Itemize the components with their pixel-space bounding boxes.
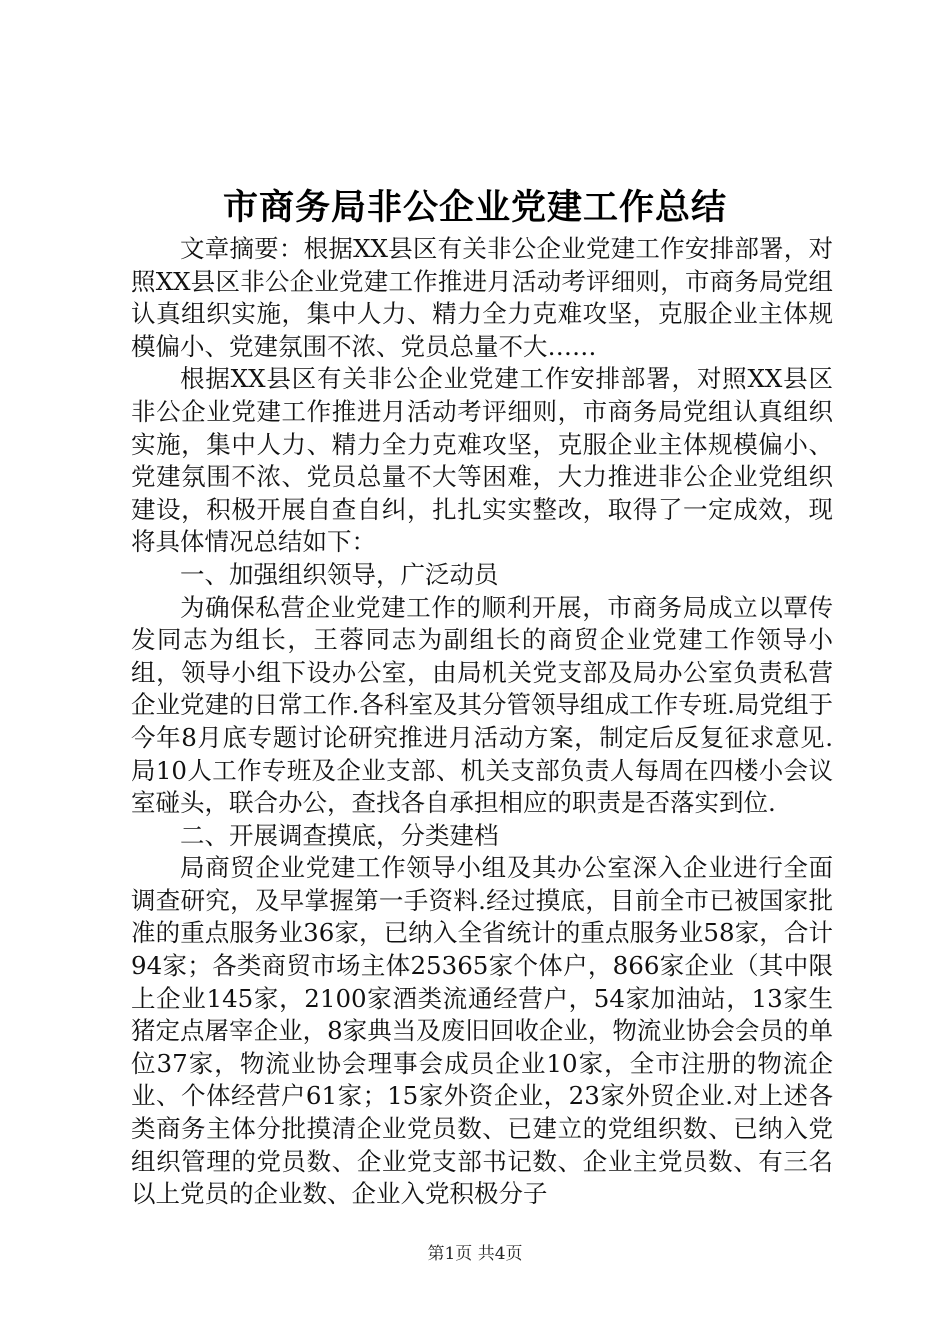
document-title: 市商务局非公企业党建工作总结 <box>222 187 727 228</box>
page-footer: 第1页 共4页 <box>427 1244 523 1264</box>
section-heading-2: 二、开展调查摸底，分类建档 <box>180 820 499 850</box>
abstract-paragraph: 文章摘要：根据XX县区有关非公企业党建工作安排部署，对照XX县区非公企业党建工作推进月活动考评细则，市商务局党组认真组织实施，集中人力、精力全力克难攻坚，克服企业主体规模偏小、党建氛围不浓、党员总量不大…… <box>131 234 833 361</box>
document-body <box>131 233 833 1211</box>
section-1-paragraph: 为确保私营企业党建工作的顺利开展，市商务局成立以覃传发同志为组长，王蓉同志为副组长的商贸企业党建工作领导小组，领导小组下设办公室，由局机关党支部及局办公室负责私营企业党建的日常工作.各科室及其分管领导组成工作专班.局党组于今年8月底专题讨论研究推进月活动方案，制定后反复征求意见.局10人工作专班及企业支部、机关支部负责人每周在四楼小会议室碰头，联合办公，查找各自承担相应的职责是否落实到位. <box>131 592 833 818</box>
intro-paragraph: 根据XX县区有关非公企业党建工作安排部署，对照XX县区非公企业党建工作推进月活动考评细则，市商务局党组认真组织实施，集中人力、精力全力克难攻坚，克服企业主体规模偏小、党建氛围不浓、党员总量不大等困难，大力推进非公企业党组织建设，积极开展自查自纠，扎扎实实整改，取得了一定成效，现将具体情况总结如下： <box>131 364 833 557</box>
section-2-paragraph: 局商贸企业党建工作领导小组及其办公室深入企业进行全面调查研究，及早掌握第一手资料.经过摸底，目前全市已被国家批准的重点服务业36家，已纳入全省统计的重点服务业58家，合计94家；各类商贸市场主体25365家个体户，866家企业（其中限上企业145家，2100家酒类流通经营户，54家加油站，13家生猪定点屠宰企业，8家典当及废旧回收企业，物流业协会会员的单位37家，物流业协会理事会成员企业10家，全市注册的物流企业、个体经营户61家；15家外资企业，23家外贸企业.对上述各类商务主体分批摸清企业党员数、已建立的党组织数、已纳入党组织管理的党员数、企业党支部书记数、企业主党员数、有三名以上党员的企业数、企业入党积极分子 <box>131 853 833 1209</box>
section-heading-1: 一、加强组织领导，广泛动员 <box>180 559 499 589</box>
